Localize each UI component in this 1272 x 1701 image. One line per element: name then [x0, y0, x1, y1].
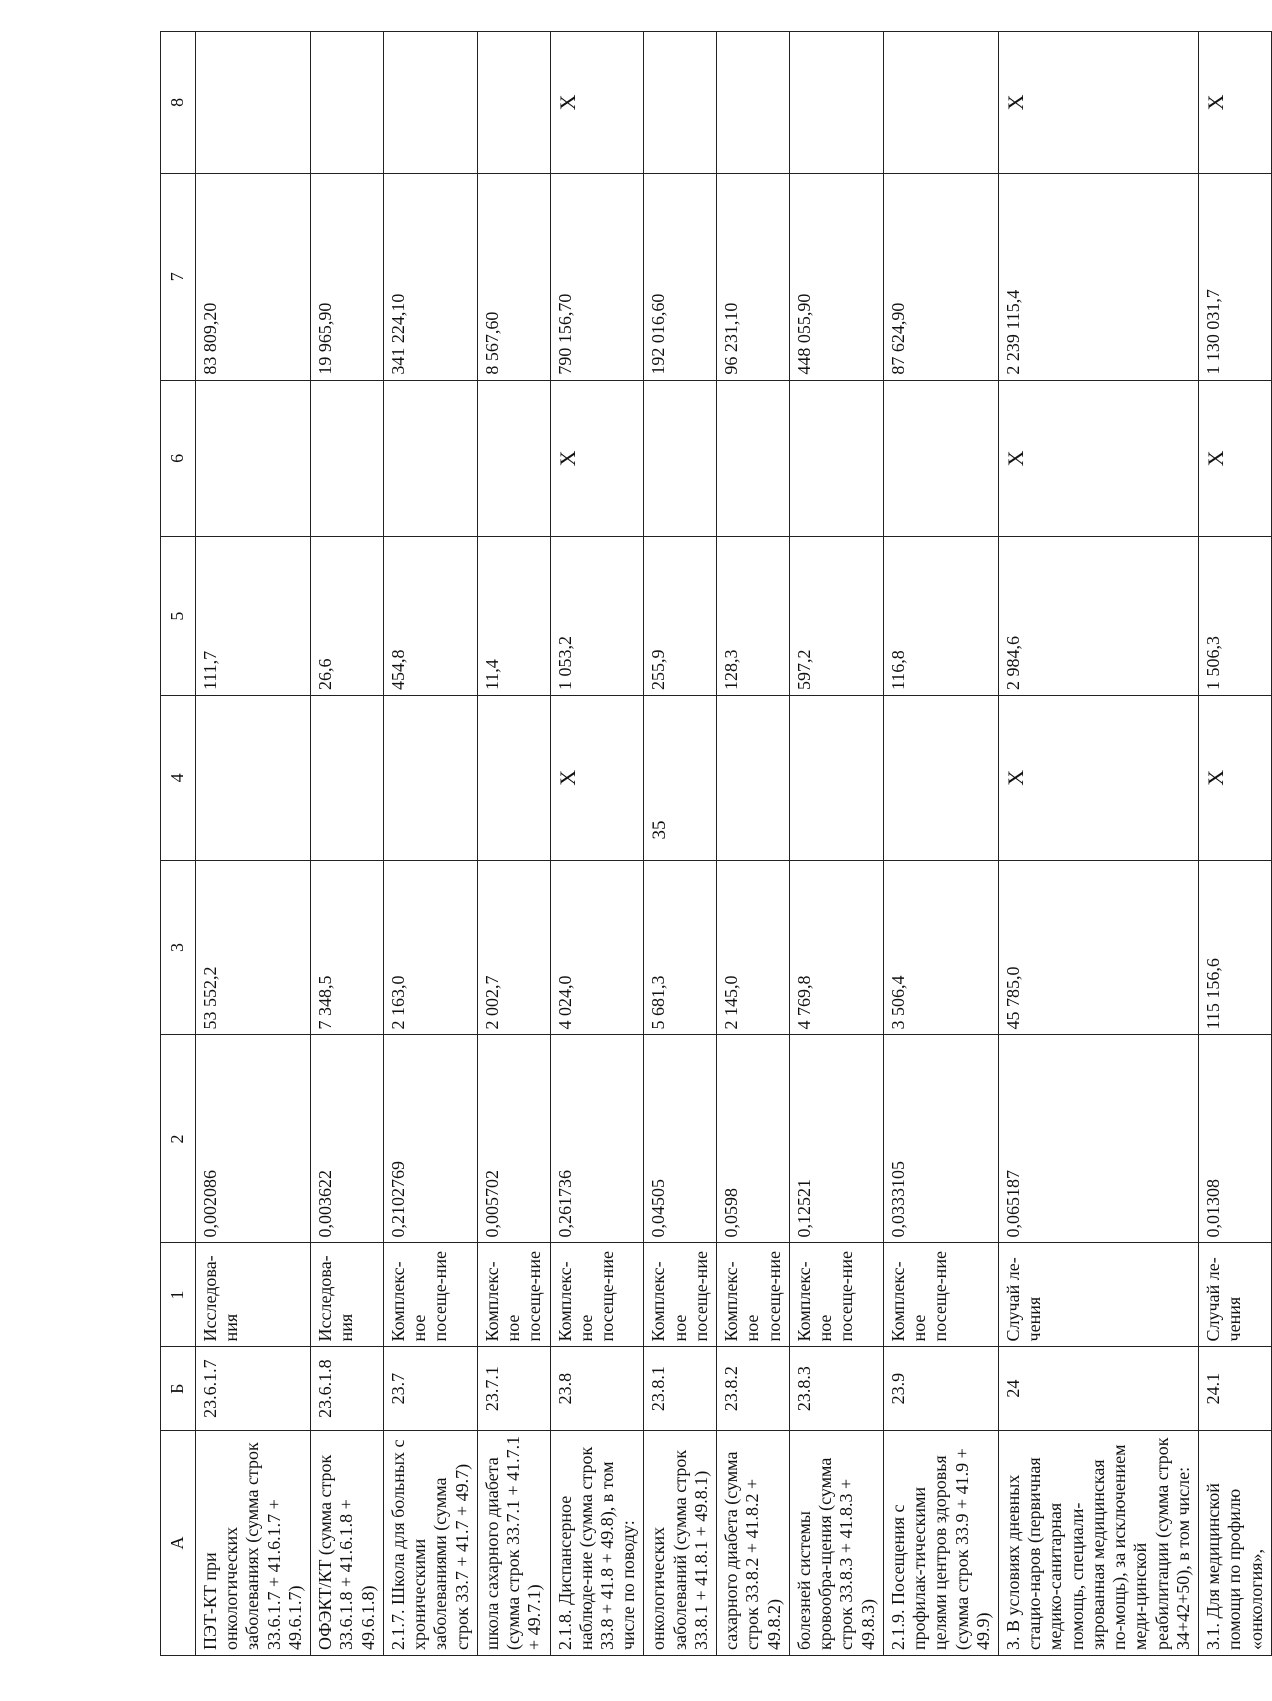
col5-value: 454,8 [383, 537, 477, 696]
row-code: 23.8.3 [789, 1347, 883, 1430]
norm-value: 0,0333105 [883, 1035, 998, 1243]
table-row [789, 32, 883, 1656]
row-label: онкологических заболеваний (сумма строк 33.8.1 + 41.8.1 + 49.8.1) [644, 1430, 717, 1655]
col8-value [883, 32, 998, 174]
row-code: 23.7 [383, 1347, 477, 1430]
cost-value: 5 681,3 [644, 860, 717, 1035]
col4-value [196, 696, 311, 861]
norm-value: 0,003622 [311, 1035, 384, 1243]
col7-value: 83 809,20 [196, 173, 311, 380]
row-label: болезней системы кровообра-щения (сумма строк 33.8.3 + 41.8.3 + 49.8.3) [789, 1430, 883, 1655]
norm-value: 0,065187 [998, 1035, 1198, 1243]
col4-value [644, 696, 717, 861]
col8-value: Х [1199, 32, 1272, 174]
unit: Исследова-ния [196, 1243, 311, 1347]
norm-value: 0,002086 [196, 1035, 311, 1243]
cost-value: 2 002,7 [477, 860, 550, 1035]
col5-value: 128,3 [717, 537, 790, 696]
table-row [550, 32, 644, 1656]
col4-value: Х [1199, 696, 1272, 861]
norm-value: 0,2102769 [383, 1035, 477, 1243]
row-code: 24 [998, 1347, 1198, 1430]
cost-value: 7 348,5 [311, 860, 384, 1035]
unit: Комплекс-ное посеще-ние [383, 1243, 477, 1347]
row-label: 2.1.8. Диспансерное наблюде-ние (сумма строк 33.8 + 41.8 + 49.8), в том числе по поводу: [550, 1430, 644, 1655]
row-label: ПЭТ-КТ при онкологических заболеваниях (сумма строк 33.6.1.7 + 41.6.1.7 + 49.6.1.7) [196, 1430, 311, 1655]
col5-value: 1 053,2 [550, 537, 644, 696]
norm-value: 0,005702 [477, 1035, 550, 1243]
rotated-table-wrapper [160, 31, 1266, 1656]
col4-value [311, 696, 384, 861]
cost-value: 4 024,0 [550, 860, 644, 1035]
cost-value: 53 552,2 [196, 860, 311, 1035]
col6-value [717, 380, 790, 537]
col6-value [311, 380, 384, 537]
cost-value: 3 506,4 [883, 860, 998, 1035]
col6-value: Х [550, 380, 644, 537]
column-header: 4 [161, 696, 196, 861]
cost-value: 4 769,8 [789, 860, 883, 1035]
column-header: 8 [161, 32, 196, 174]
col5-value: 116,8 [883, 537, 998, 696]
col6-value [644, 380, 717, 537]
col4-value: Х [550, 696, 644, 861]
norm-value: 0,0598 [717, 1035, 790, 1243]
unit: Комплекс-ное посеще-ние [550, 1243, 644, 1347]
col7-value: 448 055,90 [789, 173, 883, 380]
cost-value: 2 145,0 [717, 860, 790, 1035]
col7-value: 8 567,60 [477, 173, 550, 380]
col7-value: 96 231,10 [717, 173, 790, 380]
norm-value: 0,261736 [550, 1035, 644, 1243]
col7-value: 341 224,10 [383, 173, 477, 380]
data-table [160, 31, 1272, 1656]
norm-value: 0,12521 [789, 1035, 883, 1243]
row-label: 3.1. Для медицинской помощи по профилю «онкология», [1199, 1430, 1272, 1655]
col4-value [717, 696, 790, 861]
table-row [717, 32, 790, 1656]
row-code: 23.7.1 [477, 1347, 550, 1430]
table-row [1199, 32, 1272, 1656]
column-header: 6 [161, 380, 196, 537]
col5-value: 255,9 [644, 537, 717, 696]
col8-value: Х [998, 32, 1198, 174]
table-row [477, 32, 550, 1656]
col8-value [311, 32, 384, 174]
column-header: 7 [161, 173, 196, 380]
column-header: Б [161, 1347, 196, 1430]
col8-value [789, 32, 883, 174]
header-row [161, 32, 196, 1656]
row-code: 23.8 [550, 1347, 644, 1430]
col5-value: 597,2 [789, 537, 883, 696]
row-code: 23.9 [883, 1347, 998, 1430]
unit: Комплекс-ное посеще-ние [477, 1243, 550, 1347]
col8-value: Х [550, 32, 644, 174]
column-header: 3 [161, 860, 196, 1035]
table-row [883, 32, 998, 1656]
column-header: 1 [161, 1243, 196, 1347]
column-header: 5 [161, 537, 196, 696]
col7-value: 87 624,90 [883, 173, 998, 380]
norm-value: 0,01308 [1199, 1035, 1272, 1243]
table-row [311, 32, 384, 1656]
col5-value: 26,6 [311, 537, 384, 696]
column-header: 2 [161, 1035, 196, 1243]
row-label: сахарного диабета (сумма строк 33.8.2 + 41.8.2 + 49.8.2) [717, 1430, 790, 1655]
unit: Комплекс-ное посеще-ние [883, 1243, 998, 1347]
table-row [644, 32, 717, 1656]
col6-value [477, 380, 550, 537]
cost-value: 115 156,6 [1199, 860, 1272, 1035]
row-code: 23.8.2 [717, 1347, 790, 1430]
unit: Комплекс-ное посеще-ние [644, 1243, 717, 1347]
col4-value [477, 696, 550, 861]
table-body [196, 32, 1272, 1656]
unit: Комплекс-ное посеще-ние [717, 1243, 790, 1347]
row-code: 24.1 [1199, 1347, 1272, 1430]
row-label: школа сахарного диабета (сумма строк 33.7.1 + 41.7.1 + 49.7.1) [477, 1430, 550, 1655]
norm-value: 0,04505 [644, 1035, 717, 1243]
col8-value [196, 32, 311, 174]
col8-value [477, 32, 550, 174]
col4-value [383, 696, 477, 861]
row-code: 23.6.1.7 [196, 1347, 311, 1430]
unit: Исследова-ния [311, 1243, 384, 1347]
table-row [998, 32, 1198, 1656]
col7-value: 2 239 115,4 [998, 173, 1198, 380]
col8-value [383, 32, 477, 174]
col4-value: Х [998, 696, 1198, 861]
row-code: 23.6.1.8 [311, 1347, 384, 1430]
cost-value: 2 163,0 [383, 860, 477, 1035]
col5-value: 2 984,6 [998, 537, 1198, 696]
col6-value [383, 380, 477, 537]
row-label: 2.1.9. Посещения с профилак-тическими целями центров здоровья (сумма строк 33.9 + 41.9 + 49.9) [883, 1430, 998, 1655]
page-number: 35 [649, 820, 670, 840]
col7-value: 1 130 031,7 [1199, 173, 1272, 380]
col5-value: 11,4 [477, 537, 550, 696]
row-label: 3. В условиях дневных стацио-наров (первичная медико-санитарная помощь, специали-зированная медицинская по-мощь), за исключением меди-цинской реабилитации (сумма строк 34+42+50), в том числе: [998, 1430, 1198, 1655]
col5-value: 1 506,3 [1199, 537, 1272, 696]
col6-value: Х [1199, 380, 1272, 537]
col6-value: Х [998, 380, 1198, 537]
unit: Комплекс-ное посеще-ние [789, 1243, 883, 1347]
col7-value: 790 156,70 [550, 173, 644, 380]
table-row [383, 32, 477, 1656]
col6-value [196, 380, 311, 537]
col7-value: 192 016,60 [644, 173, 717, 380]
col6-value [883, 380, 998, 537]
table-row [196, 32, 311, 1656]
unit: Случай ле-чения [1199, 1243, 1272, 1347]
unit: Случай ле-чения [998, 1243, 1198, 1347]
col7-value: 19 965,90 [311, 173, 384, 380]
row-code: 23.8.1 [644, 1347, 717, 1430]
col4-value [883, 696, 998, 861]
col8-value [644, 32, 717, 174]
cost-value: 45 785,0 [998, 860, 1198, 1035]
row-label: ОФЭКТ/КТ (сумма строк 33.6.1.8 + 41.6.1.8 + 49.6.1.8) [311, 1430, 384, 1655]
col4-value [789, 696, 883, 861]
row-label: 2.1.7. Школа для больных с хроническими заболеваниями (сумма строк 33.7 + 41.7 + 49.7) [383, 1430, 477, 1655]
col6-value [789, 380, 883, 537]
col8-value [717, 32, 790, 174]
column-header: А [161, 1430, 196, 1655]
col5-value: 111,7 [196, 537, 311, 696]
